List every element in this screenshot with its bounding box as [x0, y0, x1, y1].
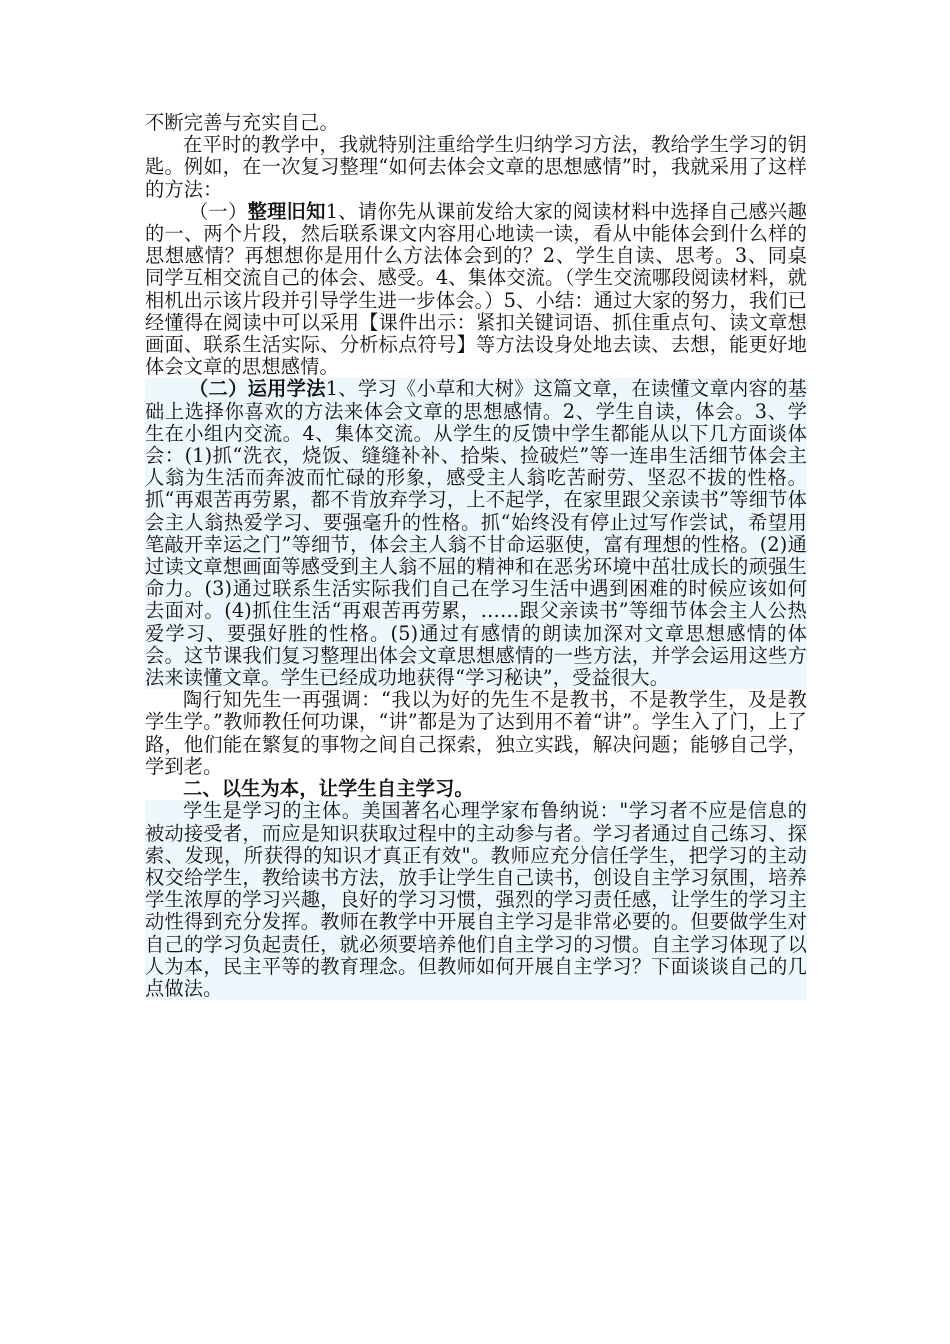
section-title-review: 整理旧知: [247, 199, 326, 223]
paragraph-continuation: 不断完善与充实自己。: [145, 111, 339, 134]
paragraph-student-autonomy: 学生是学习的主体。美国著名心理学家布鲁纳说："学习者不应是信息的被动接受者，而应是知识获取过程中的主动参与者。学习者通过自己练习、探索、发现，所获得的知识才真正有效"。教师应充分信任学生，把学习的主动权交给学生，教给读书方法，放手让学生自己读书，创设自主学习氛围，培养学生浓厚的学习兴趣，良好的学习习惯，强烈的学习责任感，让学生的学习主动性得到充分发挥。教师在教学中开展自主学习是非常必要的。但要做学生对自己的学习负起责任，就必须要培养他们自主学习的习惯。自主学习体现了以人为本，民主平等的教育理念。但教师如何开展自主学习？下面谈谈自己的几点做法。: [145, 799, 807, 1000]
document-body: [145, 112, 807, 1000]
paragraph-review-old-knowledge: [145, 201, 807, 379]
paragraph-apply-method: [145, 378, 807, 689]
paragraph-tao-xingzhi-quote: 陶行知先生一再强调：“我以为好的先生不是教书，不是教学生，及是教学生学。”教师教任何功课，“讲”都是为了达到用不着“讲”。学生入了门，上了路，他们能在繁复的事物之间自己探索，独立实践，解决问题；能够自己学，学到老。: [145, 688, 807, 778]
section-label-one: （一）: [189, 199, 248, 223]
section-heading-two: 二、以生为本，让学生自主学习。: [183, 777, 474, 801]
section-text-review: 1、请你先从课前发给大家的阅读材料中选择自己感兴趣的一、两个片段，然后联系课文内容用心地读一读，看从中能体会到什么样的思想感情？再想想你是用什么方法体会到的？2、学生自读、思考。3、同桌同学互相交流自己的体会、感受。4、集体交流。（学生交流哪段阅读材料，就相机出示该片段并引导学生进一步体会。）5、小结：通过大家的努力，我们已经懂得在阅读中可以采用【课件出示：紧扣关键词语、抓住重点句、读文章想画面、联系生活实际、分析标点符号】等方法设身处地去读、去想，能更好地体会文章的思想感情。: [145, 199, 807, 379]
section-text-apply: 1、学习《小草和大树》这篇文章，在读懂文章内容的基础上选择你喜欢的方法来体会文章的思想感情。2、学生自读，体会。3、学生在小组内交流。4、集体交流。从学生的反馈中学生都能从以下几方面谈体会：(1)抓“洗衣，烧饭、缝缝补补、拾柴、捡破烂”等一连串生活细节体会主人翁为生活而奔波而忙碌的形象，感受主人翁吃苦耐劳、坚忍不拔的性格。抓“再艰苦再劳累，都不肯放弃学习，上不起学，在家里跟父亲读书”等细节体会主人翁热爱学习、要强毫升的性格。抓“始终没有停止过写作尝试，希望用笔敲开幸运之门”等细节，体会主人翁不甘命运驱使，富有理想的性格。(2)通过读文章想画面等感受到主人翁不屈的精神和在恶劣环境中茁壮成长的顽强生命力。(3)通过联系生活实际我们自己在学习生活中遇到困难的时候应该如何去面对。(4)抓住生活“再艰苦再劳累，……跟父亲读书”等细节体会主人公热爱学习、要强好胜的性格。(5)通过有感情的朗读加深对文章思想感情的体会。这节课我们复习整理出体会文章思想感情的一些方法，并学会运用这些方法来读懂文章。学生已经成功地获得“学习秘诀”，受益很大。: [145, 377, 807, 690]
section-title-apply: （二）运用学法: [189, 377, 326, 401]
paragraph-method-intro: 在平时的教学中，我就特别注重给学生归纳学习方法，教给学生学习的钥匙。例如，在一次复习整理“如何去体会文章的思想感情”时，我就采用了这样的方法：: [145, 133, 807, 201]
